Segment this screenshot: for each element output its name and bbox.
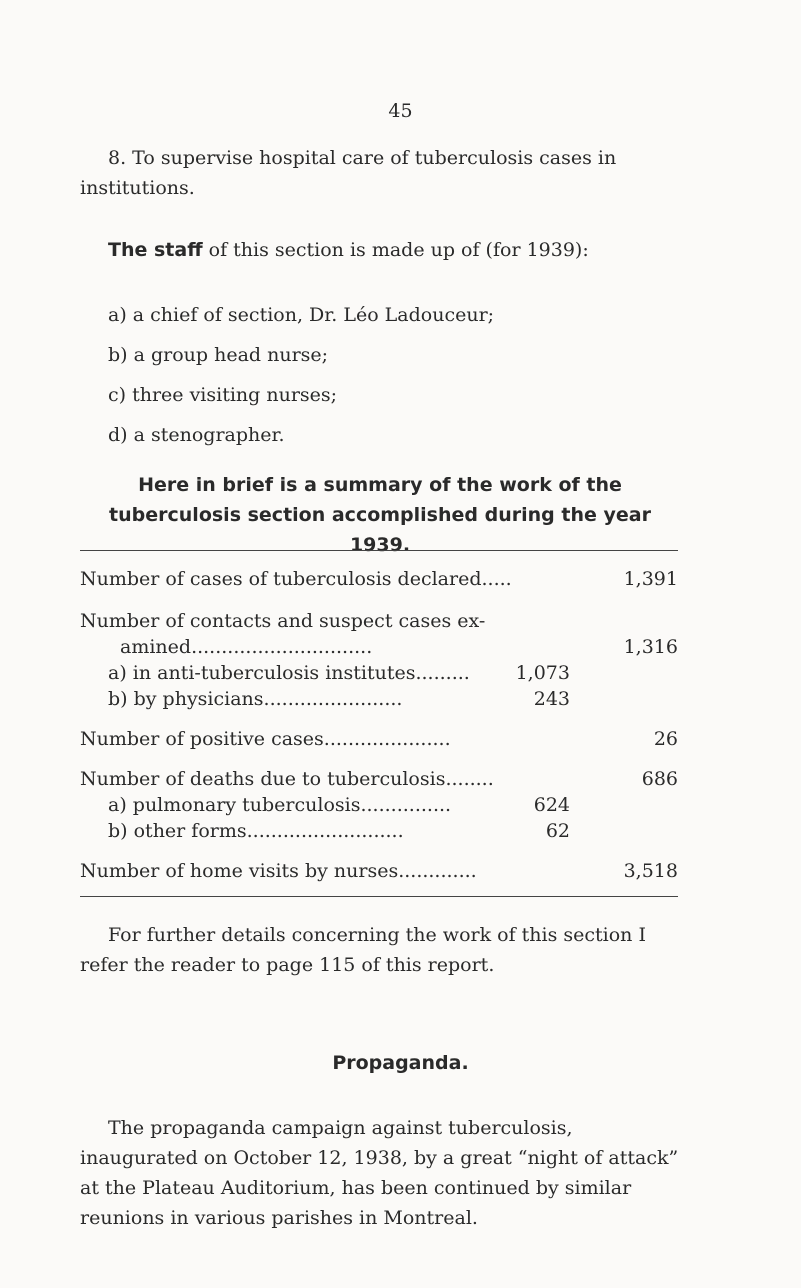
propaganda-paragraph: The propaganda campaign against tuberculosis, inaugurated on October 12, 1938, by a great “night of attack” at the Plateau Auditorium, has been continued by similar reunions in various parishes in Montreal. bbox=[80, 1117, 679, 1229]
row-total: 1,391 bbox=[623, 568, 678, 590]
staff-list bbox=[108, 295, 494, 455]
row-label: amined.............................. bbox=[120, 636, 373, 658]
staff-intro bbox=[80, 235, 680, 265]
staff-item-head-nurse: b) a group head nurse; bbox=[108, 344, 329, 366]
row-label: Number of contacts and suspect cases ex- bbox=[80, 610, 486, 632]
row-subvalue: 624 bbox=[533, 794, 570, 816]
staff-title: The staff bbox=[108, 239, 203, 261]
further-details-paragraph: For further details concerning the work of this section I refer the reader to page 115 of this report. bbox=[80, 924, 646, 976]
table-row bbox=[80, 818, 680, 844]
table-top-rule bbox=[80, 550, 678, 551]
staff-item-visiting-nurses: c) three visiting nurses; bbox=[108, 384, 338, 406]
row-label: a) pulmonary tuberculosis............... bbox=[108, 794, 452, 816]
row-label: Number of home visits by nurses............. bbox=[80, 860, 477, 882]
table-row bbox=[80, 660, 680, 686]
table-row bbox=[80, 766, 680, 792]
propaganda-heading: Propaganda. bbox=[332, 1052, 469, 1074]
page-number: 45 bbox=[388, 100, 413, 122]
row-label: Number of deaths due to tuberculosis........ bbox=[80, 768, 494, 790]
row-subvalue: 62 bbox=[545, 820, 570, 842]
table-row bbox=[80, 608, 680, 634]
item-8-paragraph: 8. To supervise hospital care of tuberculosis cases in institutions. bbox=[80, 147, 617, 199]
table-row bbox=[80, 792, 680, 818]
staff-intro-text: of this section is made up of (for 1939): bbox=[208, 239, 589, 261]
row-total: 26 bbox=[653, 728, 678, 750]
row-total: 3,518 bbox=[623, 860, 678, 882]
staff-item-stenographer: d) a stenographer. bbox=[108, 424, 285, 446]
table-row bbox=[80, 634, 680, 660]
row-total: 686 bbox=[641, 768, 678, 790]
row-label: b) by physicians....................... bbox=[108, 688, 403, 710]
table-row bbox=[80, 566, 680, 592]
summary-heading: Here in brief is a summary of the work of the tuberculosis section accomplished during the year 1939. bbox=[109, 474, 651, 556]
table-row bbox=[80, 858, 680, 884]
row-label: a) in anti-tuberculosis institutes......... bbox=[108, 662, 470, 684]
row-subvalue: 1,073 bbox=[515, 662, 570, 684]
staff-item-chief: a) a chief of section, Dr. Léo Ladouceur; bbox=[108, 304, 495, 326]
row-subvalue: 243 bbox=[533, 688, 570, 710]
row-total: 1,316 bbox=[623, 636, 678, 658]
row-label: b) other forms.......................... bbox=[108, 820, 404, 842]
table-row bbox=[80, 686, 680, 712]
row-label: Number of positive cases..................... bbox=[80, 728, 451, 750]
row-label: Number of cases of tuberculosis declared..... bbox=[80, 568, 512, 590]
table-row bbox=[80, 726, 680, 752]
table-bottom-rule bbox=[80, 896, 678, 897]
